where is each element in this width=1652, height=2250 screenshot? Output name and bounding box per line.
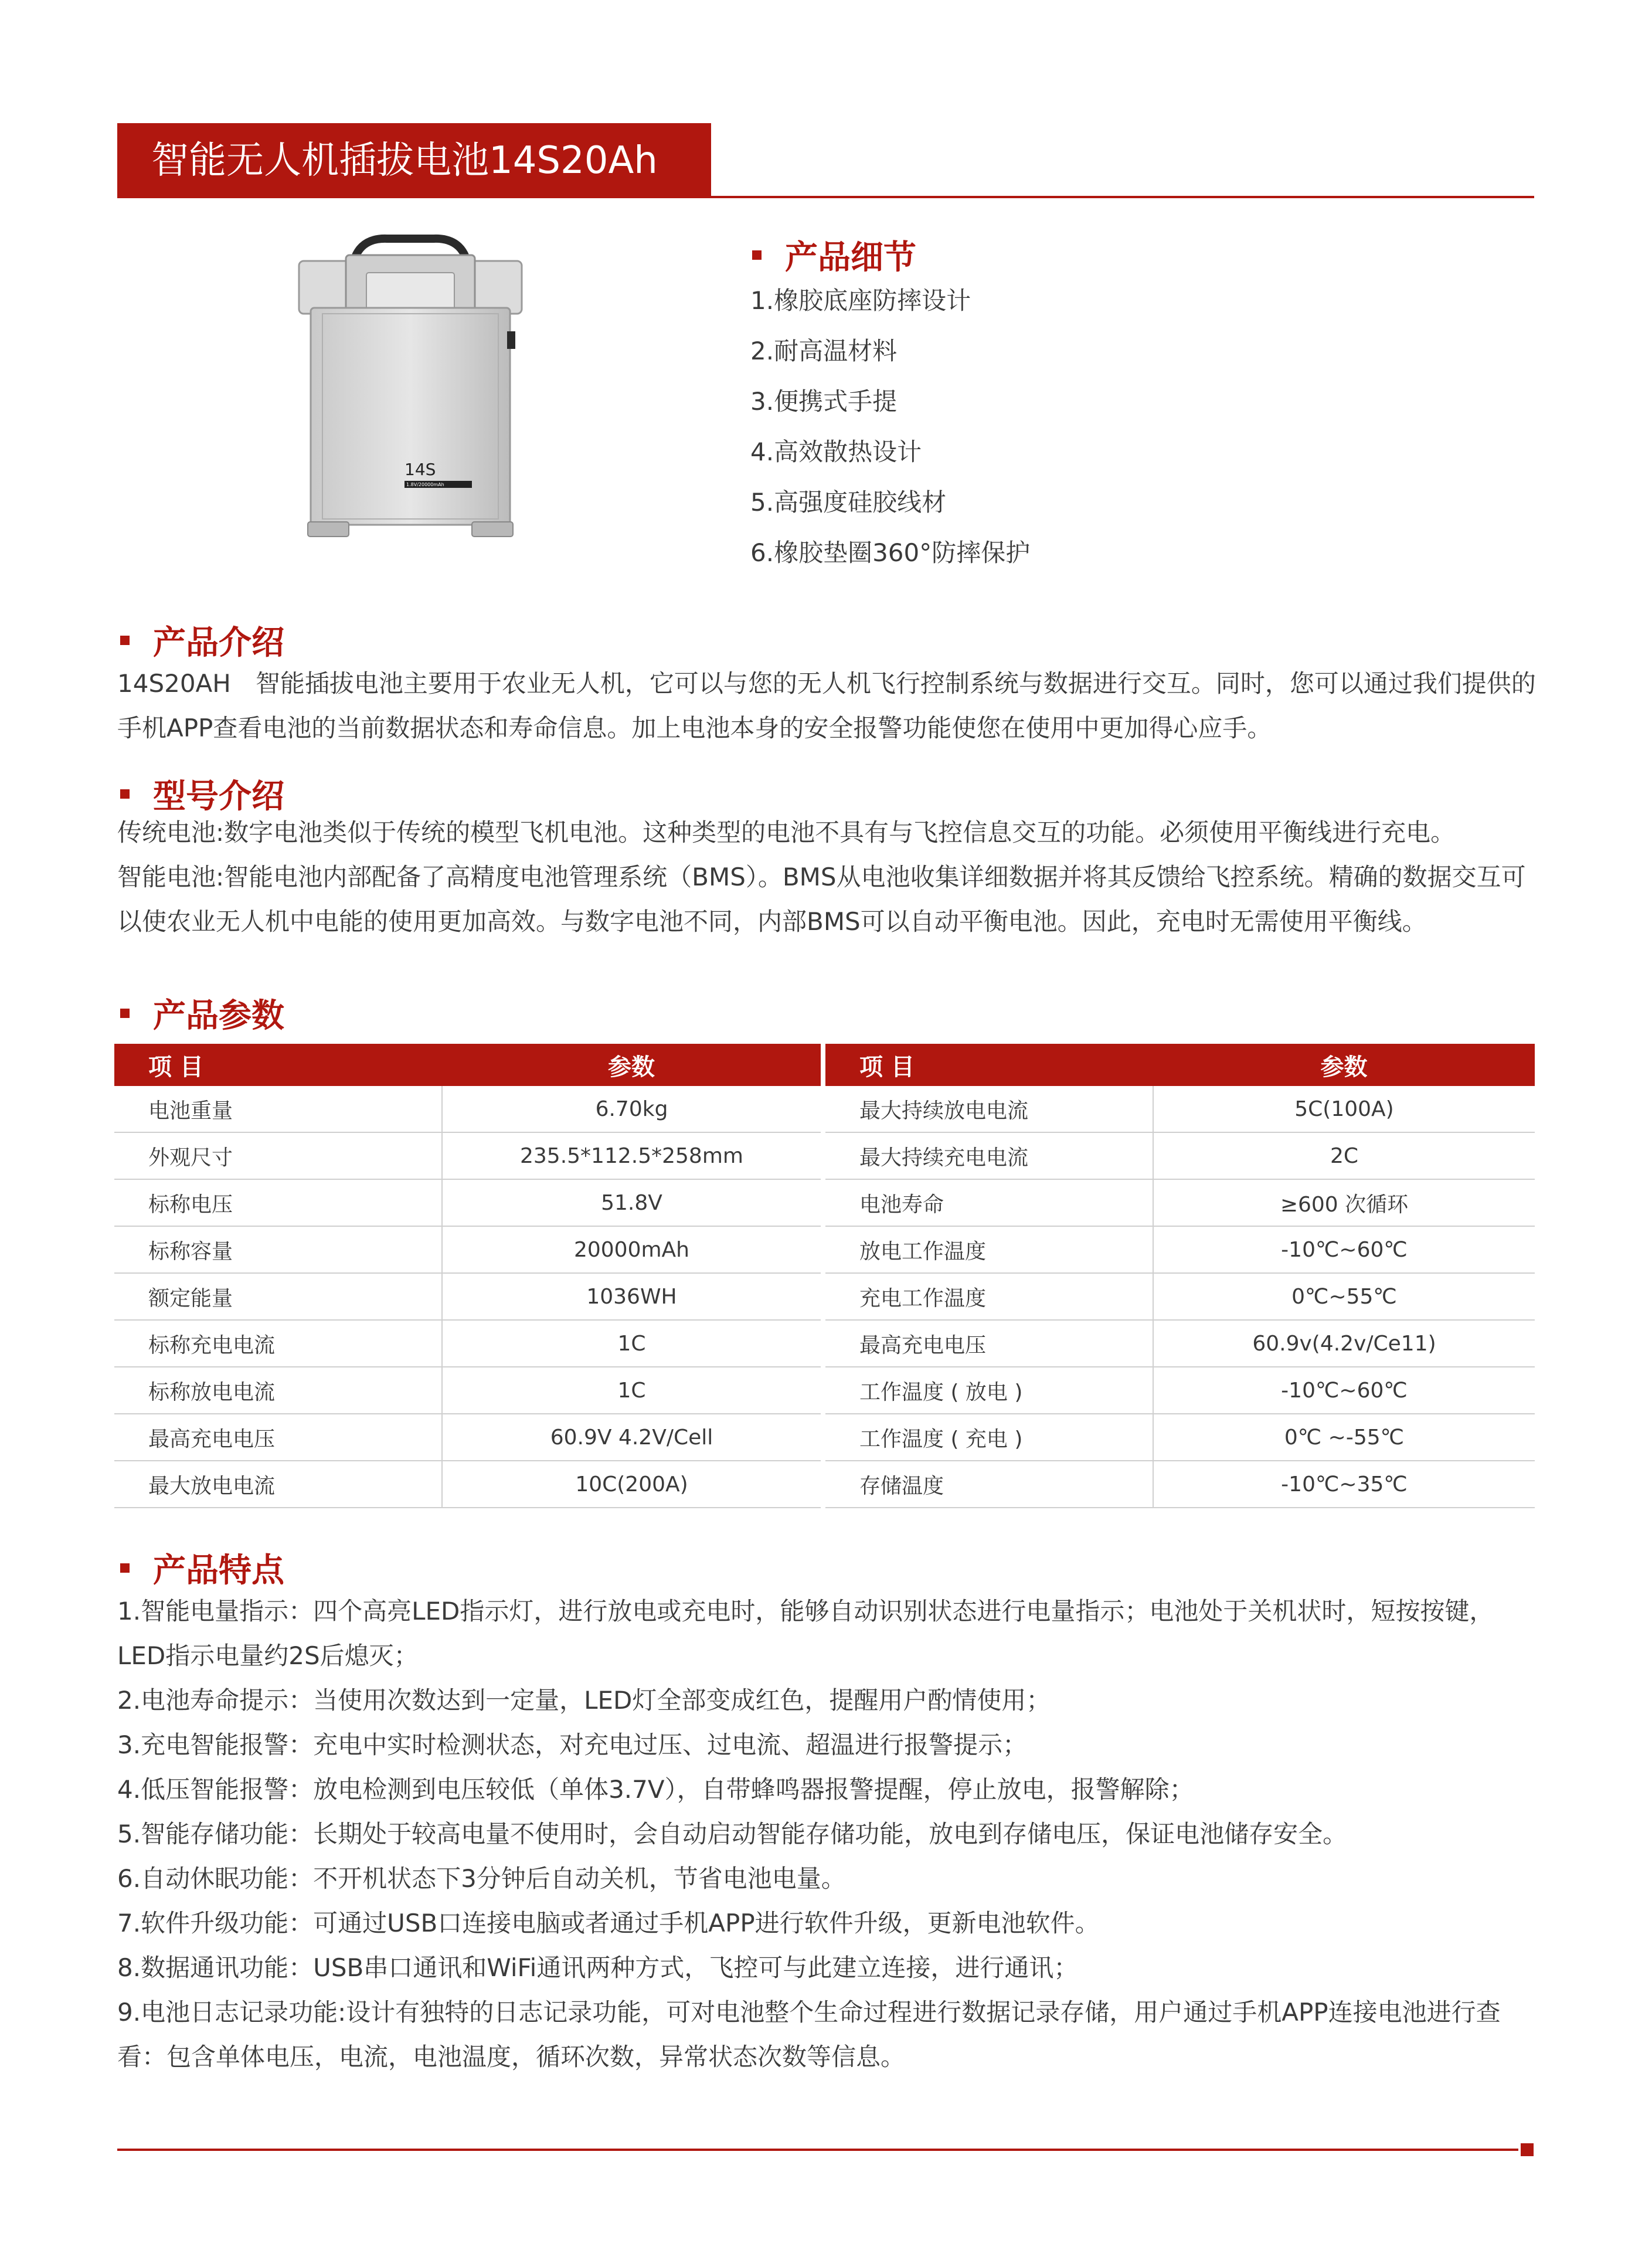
list-item: 1.智能电量指示：四个高亮LED指示灯，进行放电或充电时，能够自动识别状态进行电量指示；电池处于关机状时，短按按键，LED指示电量约2S后熄灭；	[117, 1597, 1494, 1670]
list-item: 7.软件升级功能：可通过USB口连接电脑或者通过手机APP进行软件升级，更新电池软件。	[117, 1909, 1100, 1937]
table-row: 标称放电电流 1C	[114, 1367, 821, 1414]
title-divider	[117, 196, 1534, 198]
column-header: 项 目	[825, 1044, 1153, 1086]
table-row: 存储温度 -10℃~35℃	[825, 1461, 1535, 1508]
table-row: 放电工作温度 -10℃~60℃	[825, 1226, 1535, 1273]
column-header: 项 目	[114, 1044, 442, 1086]
table-row: 电池寿命 ≥600 次循环	[825, 1179, 1535, 1226]
list-item: 3.充电智能报警：充电中实时检测状态，对充电过压、过电流、超温进行报警提示；	[117, 1730, 1028, 1759]
list-item: 4.高效散热设计	[750, 437, 922, 466]
intro-heading: 产品介绍	[120, 617, 284, 664]
table-row: 标称容量 20000mAh	[114, 1226, 821, 1273]
list-item: 1.橡胶底座防摔设计	[750, 286, 971, 315]
table-row: 工作温度 ( 充电 ) 0℃ ~-55℃	[825, 1414, 1535, 1461]
params-table-left	[114, 1044, 821, 1508]
model-text	[117, 810, 1542, 944]
table-row: 最大放电电流 10C(200A)	[114, 1461, 821, 1508]
details-heading: 产品细节	[752, 232, 916, 279]
table-row: 最高充电电压 60.9v(4.2v/Ce11)	[825, 1320, 1535, 1367]
table-row: 外观尺寸 235.5*112.5*258mm	[114, 1132, 821, 1179]
list-item: 6.自动休眠功能：不开机状态下3分钟后自动关机，节省电池电量。	[117, 1864, 846, 1893]
table-row: 最高充电电压 60.9V 4.2V/Cell	[114, 1414, 821, 1461]
bullet-square-icon	[120, 636, 130, 645]
list-item: 9.电池日志记录功能:设计有独特的日志记录功能，可对电池整个生命过程进行数据记录存储，用户通过手机APP连接电池进行查看：包含单体电压，电流，电池温度，循环次数，异常状态次数等信息。	[117, 1998, 1501, 2071]
table-row: 最大持续放电电流 5C(100A)	[825, 1086, 1535, 1132]
model-paragraph: 传统电池:数字电池类似于传统的模型飞机电池。这种类型的电池不具有与飞控信息交互的功能。必须使用平衡线进行充电。	[117, 818, 1456, 847]
column-header: 参数	[442, 1044, 821, 1086]
features-list	[117, 1589, 1542, 2079]
params-heading: 产品参数	[120, 990, 284, 1037]
list-item: 2.电池寿命提示：当使用次数达到一定量，LED灯全部变成红色，提醒用户酌情使用；	[117, 1686, 1051, 1715]
table-row: 充电工作温度 0℃~55℃	[825, 1273, 1535, 1320]
params-table-right	[825, 1044, 1535, 1508]
list-item: 2.耐高温材料	[750, 337, 898, 365]
intro-text: 14S20AH 智能插拔电池主要用于农业无人机，它可以与您的无人机飞行控制系统与数据进行交互。同时，您可以通过我们提供的手机APP查看电池的当前数据状态和寿命信息。加上电池本身的安全报警功能使您在使用中更加得心应手。	[117, 669, 1536, 742]
list-item: 6.橡胶垫圈360°防摔保护	[750, 538, 1031, 567]
page-title: 智能无人机插拔电池14S20Ah	[117, 123, 711, 198]
battery-small-label: 1.8V/20000mAh	[406, 482, 444, 487]
table-row: 额定能量 1036WH	[114, 1273, 821, 1320]
bullet-square-icon	[752, 250, 762, 260]
details-list	[750, 276, 1030, 578]
model-heading: 型号介绍	[120, 771, 284, 817]
battery-product-image	[293, 232, 528, 542]
table-row: 电池重量 6.70kg	[114, 1086, 821, 1132]
bullet-square-icon	[120, 1009, 130, 1018]
list-item: 5.高强度硅胶线材	[750, 488, 947, 517]
table-row: 工作温度 ( 放电 ) -10℃~60℃	[825, 1367, 1535, 1414]
list-item: 3.便携式手提	[750, 387, 898, 416]
list-item: 8.数据通讯功能：USB串口通讯和WiFi通讯两种方式，飞控可与此建立连接，进行通讯；	[117, 1953, 1079, 1982]
table-row: 标称充电电流 1C	[114, 1320, 821, 1367]
bullet-square-icon	[120, 1563, 130, 1573]
footer-square-icon	[1521, 2143, 1534, 2156]
table-row: 标称电压 51.8V	[114, 1179, 821, 1226]
table-row: 最大持续充电电流 2C	[825, 1132, 1535, 1179]
features-heading: 产品特点	[120, 1545, 284, 1591]
list-item: 4.低压智能报警：放电检测到电压较低（单体3.7V），自带蜂鸣器报警提醒，停止放电，报警解除；	[117, 1775, 1194, 1804]
footer-divider	[117, 2149, 1518, 2151]
column-header: 参数	[1153, 1044, 1535, 1086]
model-paragraph: 智能电池:智能电池内部配备了高精度电池管理系统（BMS）。BMS从电池收集详细数据并将其反馈给飞控系统。精确的数据交互可以使农业无人机中电能的使用更加高效。与数字电池不同，内部BMS可以自动平衡电池。因此，充电时无需使用平衡线。	[117, 863, 1526, 936]
battery-model-label: 14S	[404, 460, 436, 479]
bullet-square-icon	[120, 789, 130, 799]
list-item: 5.智能存储功能：长期处于较高电量不使用时，会自动启动智能存储功能，放电到存储电压，保证电池储存安全。	[117, 1820, 1348, 1848]
